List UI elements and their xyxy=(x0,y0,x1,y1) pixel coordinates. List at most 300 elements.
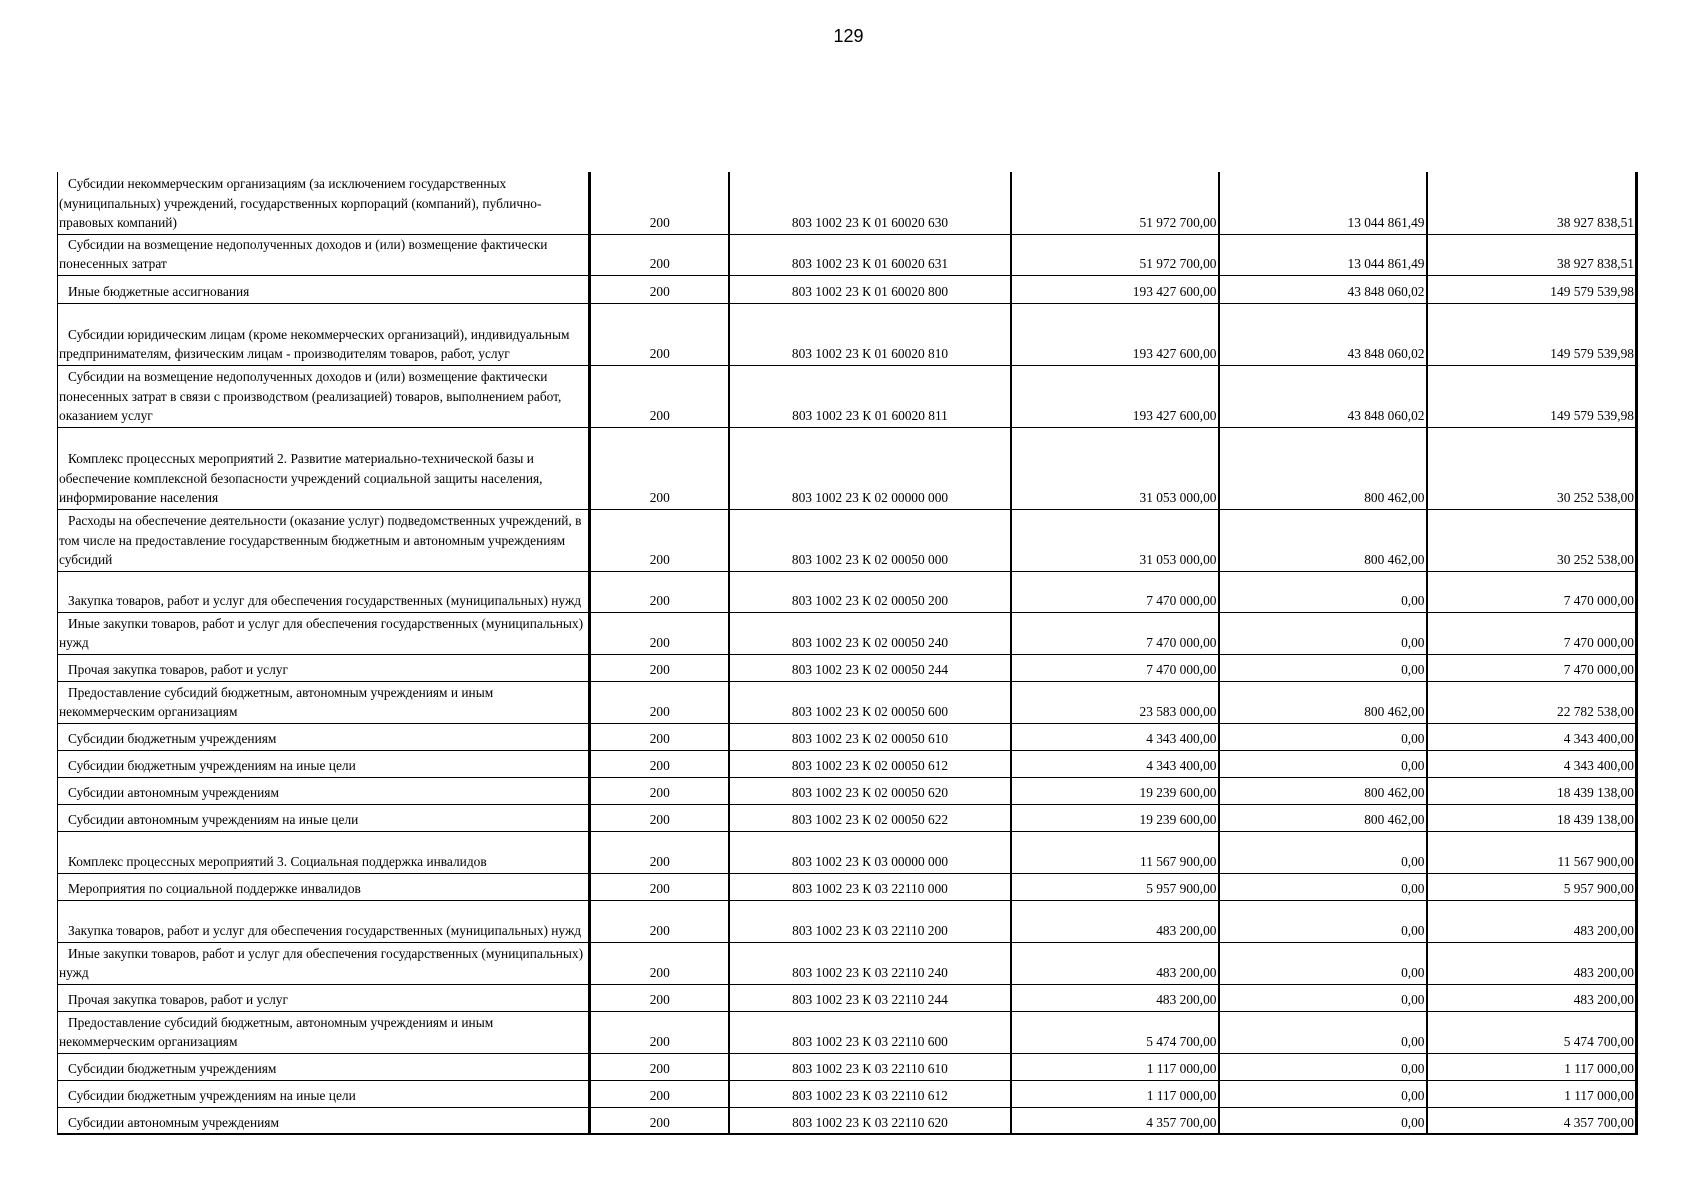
row-unexecuted-cell xyxy=(1427,831,1637,873)
row-executed-cell xyxy=(1219,900,1427,942)
row-unexecuted-text: 149 579 539,98 xyxy=(1550,284,1634,300)
row-executed-cell xyxy=(1219,873,1427,900)
row-executed-cell xyxy=(1219,509,1427,571)
row-executed-cell xyxy=(1219,427,1427,509)
row-budget-code-text: 803 1002 23 К 01 60020 811 xyxy=(792,408,948,424)
table-row xyxy=(58,612,1637,654)
row-budget-code-cell xyxy=(729,612,1011,654)
row-line-code-cell xyxy=(590,723,729,750)
row-budget-code-cell xyxy=(729,804,1011,831)
row-budget-code-text: 803 1002 23 К 02 00050 000 xyxy=(791,552,949,568)
table-row xyxy=(58,365,1637,427)
row-name-cell xyxy=(58,804,590,831)
row-unexecuted-cell xyxy=(1427,509,1637,571)
row-name-text: Предоставление субсидий бюджетным, автономным учреждениям и иным некоммерческим организациям xyxy=(59,684,494,720)
row-executed-cell xyxy=(1219,172,1427,234)
row-line-code-text: 200 xyxy=(649,635,670,651)
row-unexecuted-cell xyxy=(1427,900,1637,942)
row-approved-text: 31 053 000,00 xyxy=(1139,552,1217,568)
row-budget-code-text: 803 1002 23 К 02 00050 600 xyxy=(791,704,949,720)
row-budget-code-text: 803 1002 23 К 02 00050 612 xyxy=(791,758,949,774)
row-executed-text: 0,00 xyxy=(1401,758,1425,774)
row-name-cell xyxy=(58,1053,590,1080)
table-row xyxy=(58,681,1637,723)
row-line-code-text: 200 xyxy=(649,490,670,506)
table-row xyxy=(58,571,1637,612)
row-name-text: Субсидии бюджетным учреждениям на иные цели xyxy=(68,1088,356,1104)
table-row xyxy=(58,831,1637,873)
row-budget-code-text: 803 1002 23 К 02 00050 200 xyxy=(791,593,949,609)
row-name-cell xyxy=(58,750,590,777)
row-executed-text: 0,00 xyxy=(1401,881,1425,897)
row-unexecuted-text: 18 439 138,00 xyxy=(1557,785,1634,801)
row-executed-cell xyxy=(1219,984,1427,1011)
row-name-cell xyxy=(58,942,590,984)
row-approved-text: 1 117 000,00 xyxy=(1146,1061,1217,1077)
row-budget-code-cell xyxy=(729,1053,1011,1080)
row-line-code-cell xyxy=(590,1080,729,1107)
row-executed-cell xyxy=(1219,942,1427,984)
row-line-code-cell xyxy=(590,1107,729,1134)
row-name-text: Субсидии некоммерческим организациям (за исключением государственных (муниципальных) учреждений, государственных корпораций (компаний), публично-правовых компаний) xyxy=(59,176,542,231)
row-approved-text: 31 053 000,00 xyxy=(1139,490,1217,506)
row-executed-text: 0,00 xyxy=(1401,662,1425,678)
row-budget-code-cell xyxy=(729,1107,1011,1134)
row-budget-code-text: 803 1002 23 К 02 00050 240 xyxy=(791,635,949,651)
row-budget-code-text: 803 1002 23 К 02 00050 620 xyxy=(791,785,949,801)
table-row xyxy=(58,777,1637,804)
row-line-code-cell xyxy=(590,427,729,509)
row-line-code-cell xyxy=(590,1053,729,1080)
row-line-code-text: 200 xyxy=(649,881,670,897)
row-executed-text: 0,00 xyxy=(1401,1034,1425,1050)
row-budget-code-text: 803 1002 23 К 03 00000 000 xyxy=(791,854,949,870)
row-approved-cell xyxy=(1011,303,1219,365)
table-row xyxy=(58,1011,1637,1053)
row-name-text: Иные закупки товаров, работ и услуг для обеспечения государственных (муниципальных) нужд xyxy=(59,615,584,651)
row-executed-cell xyxy=(1219,831,1427,873)
row-executed-text: 0,00 xyxy=(1401,992,1425,1008)
row-line-code-text: 200 xyxy=(649,256,670,272)
row-name-cell xyxy=(58,1011,590,1053)
row-approved-text: 483 200,00 xyxy=(1156,992,1217,1008)
row-unexecuted-text: 7 470 000,00 xyxy=(1563,635,1634,651)
row-unexecuted-text: 483 200,00 xyxy=(1573,923,1634,939)
row-unexecuted-cell xyxy=(1427,1107,1637,1134)
row-approved-cell xyxy=(1011,723,1219,750)
row-unexecuted-cell xyxy=(1427,804,1637,831)
row-approved-text: 11 567 900,00 xyxy=(1140,854,1217,870)
row-unexecuted-cell xyxy=(1427,275,1637,303)
table-row xyxy=(58,172,1637,234)
row-line-code-text: 200 xyxy=(649,785,670,801)
row-executed-text: 43 848 060,02 xyxy=(1347,346,1425,362)
row-budget-code-text: 803 1002 23 К 02 00050 610 xyxy=(791,731,949,747)
row-approved-cell xyxy=(1011,777,1219,804)
row-name-cell xyxy=(58,509,590,571)
row-name-cell xyxy=(58,571,590,612)
row-line-code-cell xyxy=(590,777,729,804)
row-approved-text: 4 343 400,00 xyxy=(1146,758,1217,774)
row-approved-text: 193 427 600,00 xyxy=(1132,284,1217,300)
row-budget-code-cell xyxy=(729,831,1011,873)
row-unexecuted-text: 5 474 700,00 xyxy=(1563,1034,1634,1050)
row-approved-cell xyxy=(1011,873,1219,900)
table-row xyxy=(58,900,1637,942)
row-budget-code-text: 803 1002 23 К 03 22110 610 xyxy=(792,1061,948,1077)
row-approved-text: 1 117 000,00 xyxy=(1146,1088,1217,1104)
row-approved-cell xyxy=(1011,571,1219,612)
row-budget-code-text: 803 1002 23 К 01 60020 631 xyxy=(791,256,949,272)
row-name-text: Закупка товаров, работ и услуг для обеспечения государственных (муниципальных) нужд xyxy=(68,593,582,609)
row-line-code-text: 200 xyxy=(649,758,670,774)
row-line-code-cell xyxy=(590,654,729,681)
row-approved-text: 483 200,00 xyxy=(1156,965,1217,981)
row-name-cell xyxy=(58,681,590,723)
row-unexecuted-text: 1 117 000,00 xyxy=(1564,1061,1634,1077)
row-line-code-cell xyxy=(590,942,729,984)
row-line-code-text: 200 xyxy=(649,923,670,939)
table-row xyxy=(58,1107,1637,1134)
row-approved-cell xyxy=(1011,1011,1219,1053)
table-row xyxy=(58,1053,1637,1080)
row-approved-cell xyxy=(1011,172,1219,234)
row-budget-code-cell xyxy=(729,1011,1011,1053)
row-executed-cell xyxy=(1219,804,1427,831)
row-unexecuted-cell xyxy=(1427,942,1637,984)
table-row xyxy=(58,1080,1637,1107)
row-executed-cell xyxy=(1219,365,1427,427)
table-row xyxy=(58,873,1637,900)
row-executed-text: 0,00 xyxy=(1401,593,1425,609)
row-executed-text: 0,00 xyxy=(1401,854,1425,870)
table-row xyxy=(58,234,1637,275)
row-approved-cell xyxy=(1011,984,1219,1011)
row-budget-code-cell xyxy=(729,509,1011,571)
row-budget-code-cell xyxy=(729,873,1011,900)
row-name-text: Субсидии автономным учреждениям xyxy=(68,785,279,801)
row-line-code-cell xyxy=(590,509,729,571)
row-unexecuted-text: 11 567 900,00 xyxy=(1557,854,1634,870)
row-approved-text: 19 239 600,00 xyxy=(1139,785,1217,801)
row-unexecuted-text: 18 439 138,00 xyxy=(1557,812,1634,828)
row-approved-cell xyxy=(1011,681,1219,723)
row-budget-code-cell xyxy=(729,365,1011,427)
row-approved-text: 51 972 700,00 xyxy=(1139,256,1217,272)
row-unexecuted-text: 149 579 539,98 xyxy=(1550,408,1634,424)
table-row xyxy=(58,427,1637,509)
row-budget-code-cell xyxy=(729,654,1011,681)
table-row xyxy=(58,275,1637,303)
row-approved-text: 193 427 600,00 xyxy=(1132,346,1217,362)
row-name-text: Комплекс процессных мероприятий 3. Социальная поддержка инвалидов xyxy=(68,854,487,870)
table-row xyxy=(58,750,1637,777)
row-budget-code-cell xyxy=(729,172,1011,234)
table-row xyxy=(58,804,1637,831)
row-executed-cell xyxy=(1219,1053,1427,1080)
row-unexecuted-text: 38 927 838,51 xyxy=(1557,215,1634,231)
row-name-text: Субсидии юридическим лицам (кроме некоммерческих организаций), индивидуальным предпринимателям, физическим лицам - производителям товаров, работ, услуг xyxy=(59,326,570,362)
row-unexecuted-cell xyxy=(1427,873,1637,900)
row-name-cell xyxy=(58,654,590,681)
row-name-cell xyxy=(58,900,590,942)
row-approved-text: 19 239 600,00 xyxy=(1139,812,1217,828)
row-approved-text: 7 470 000,00 xyxy=(1146,635,1217,651)
row-unexecuted-cell xyxy=(1427,681,1637,723)
row-unexecuted-cell xyxy=(1427,1080,1637,1107)
row-name-cell xyxy=(58,365,590,427)
row-name-cell xyxy=(58,873,590,900)
row-executed-text: 0,00 xyxy=(1401,965,1425,981)
row-line-code-text: 200 xyxy=(649,593,670,609)
row-budget-code-text: 803 1002 23 К 02 00000 000 xyxy=(791,490,949,506)
row-line-code-cell xyxy=(590,172,729,234)
table-row xyxy=(58,303,1637,365)
row-line-code-text: 200 xyxy=(649,854,670,870)
row-executed-text: 800 462,00 xyxy=(1364,490,1425,506)
row-name-text: Расходы на обеспечение деятельности (оказание услуг) подведомственных учреждений, в том числе на предоставление государственным бюджетным и автономным учреждениям субсидий xyxy=(59,513,582,568)
row-unexecuted-text: 1 117 000,00 xyxy=(1564,1088,1634,1104)
row-budget-code-text: 803 1002 23 К 03 22110 244 xyxy=(792,992,948,1008)
row-executed-text: 0,00 xyxy=(1401,731,1425,747)
row-unexecuted-cell xyxy=(1427,427,1637,509)
row-line-code-text: 200 xyxy=(649,408,670,424)
table-row xyxy=(58,509,1637,571)
row-executed-cell xyxy=(1219,654,1427,681)
row-line-code-cell xyxy=(590,612,729,654)
row-unexecuted-cell xyxy=(1427,365,1637,427)
row-name-text: Прочая закупка товаров, работ и услуг xyxy=(68,662,288,678)
row-approved-cell xyxy=(1011,1053,1219,1080)
row-unexecuted-cell xyxy=(1427,1053,1637,1080)
row-approved-cell xyxy=(1011,750,1219,777)
row-executed-text: 800 462,00 xyxy=(1364,704,1425,720)
row-unexecuted-cell xyxy=(1427,984,1637,1011)
row-line-code-text: 200 xyxy=(649,1034,670,1050)
row-unexecuted-text: 22 782 538,00 xyxy=(1557,704,1634,720)
row-name-cell xyxy=(58,427,590,509)
row-name-text: Иные закупки товаров, работ и услуг для обеспечения государственных (муниципальных) нужд xyxy=(59,945,584,981)
row-name-text: Предоставление субсидий бюджетным, автономным учреждениям и иным некоммерческим организациям xyxy=(59,1014,494,1050)
row-name-text: Субсидии автономным учреждениям на иные цели xyxy=(68,812,359,828)
row-approved-text: 7 470 000,00 xyxy=(1146,662,1217,678)
row-approved-text: 51 972 700,00 xyxy=(1139,215,1217,231)
row-approved-cell xyxy=(1011,612,1219,654)
row-executed-text: 0,00 xyxy=(1401,923,1425,939)
row-line-code-cell xyxy=(590,804,729,831)
row-approved-cell xyxy=(1011,804,1219,831)
row-name-cell xyxy=(58,984,590,1011)
row-budget-code-cell xyxy=(729,942,1011,984)
page-number: 129 xyxy=(833,26,864,46)
row-unexecuted-cell xyxy=(1427,303,1637,365)
row-unexecuted-text: 38 927 838,51 xyxy=(1557,256,1634,272)
row-name-cell xyxy=(58,1107,590,1134)
row-unexecuted-text: 149 579 539,98 xyxy=(1550,346,1634,362)
row-budget-code-text: 803 1002 23 К 03 22110 612 xyxy=(792,1088,948,1104)
row-approved-text: 193 427 600,00 xyxy=(1132,408,1217,424)
row-line-code-text: 200 xyxy=(649,552,670,568)
table-row xyxy=(58,654,1637,681)
table-row xyxy=(58,723,1637,750)
row-approved-text: 4 357 700,00 xyxy=(1146,1114,1217,1130)
row-approved-cell xyxy=(1011,900,1219,942)
row-approved-text: 7 470 000,00 xyxy=(1146,593,1217,609)
row-approved-cell xyxy=(1011,654,1219,681)
row-name-text: Прочая закупка товаров, работ и услуг xyxy=(68,992,288,1008)
row-approved-text: 5 957 900,00 xyxy=(1146,881,1217,897)
row-budget-code-text: 803 1002 23 К 01 60020 810 xyxy=(791,346,949,362)
row-line-code-cell xyxy=(590,900,729,942)
row-line-code-text: 200 xyxy=(649,346,670,362)
row-executed-text: 43 848 060,02 xyxy=(1347,408,1425,424)
row-name-cell xyxy=(58,234,590,275)
row-budget-code-cell xyxy=(729,303,1011,365)
row-approved-cell xyxy=(1011,275,1219,303)
row-name-text: Субсидии на возмещение недополученных доходов и (или) возмещение фактически понесенных затрат xyxy=(59,236,548,272)
row-name-cell xyxy=(58,303,590,365)
row-unexecuted-cell xyxy=(1427,750,1637,777)
row-line-code-cell xyxy=(590,873,729,900)
row-line-code-cell xyxy=(590,681,729,723)
row-executed-cell xyxy=(1219,303,1427,365)
row-line-code-cell xyxy=(590,571,729,612)
row-unexecuted-cell xyxy=(1427,612,1637,654)
row-approved-cell xyxy=(1011,427,1219,509)
row-executed-text: 13 044 861,49 xyxy=(1347,215,1425,231)
row-name-text: Мероприятия по социальной поддержке инвалидов xyxy=(68,881,361,897)
row-budget-code-text: 803 1002 23 К 03 22110 200 xyxy=(792,923,948,939)
row-line-code-cell xyxy=(590,303,729,365)
row-approved-cell xyxy=(1011,365,1219,427)
row-line-code-text: 200 xyxy=(649,704,670,720)
row-executed-cell xyxy=(1219,681,1427,723)
row-executed-text: 0,00 xyxy=(1401,635,1425,651)
row-name-cell xyxy=(58,275,590,303)
table-row xyxy=(58,942,1637,984)
row-budget-code-text: 803 1002 23 К 02 00050 244 xyxy=(791,662,949,678)
row-budget-code-cell xyxy=(729,723,1011,750)
row-line-code-cell xyxy=(590,365,729,427)
row-line-code-text: 200 xyxy=(649,1061,670,1077)
row-line-code-text: 200 xyxy=(649,992,670,1008)
table-row xyxy=(58,984,1637,1011)
row-line-code-cell xyxy=(590,831,729,873)
row-approved-cell xyxy=(1011,234,1219,275)
row-executed-cell xyxy=(1219,275,1427,303)
row-unexecuted-text: 30 252 538,00 xyxy=(1557,552,1634,568)
row-budget-code-text: 803 1002 23 К 02 00050 622 xyxy=(791,812,949,828)
row-budget-code-text: 803 1002 23 К 01 60020 800 xyxy=(791,284,949,300)
row-line-code-text: 200 xyxy=(649,1114,670,1130)
row-name-cell xyxy=(58,723,590,750)
row-executed-text: 800 462,00 xyxy=(1364,785,1425,801)
row-executed-text: 0,00 xyxy=(1401,1088,1425,1104)
row-name-text: Субсидии бюджетным учреждениям на иные цели xyxy=(68,758,356,774)
row-budget-code-text: 803 1002 23 К 03 22110 000 xyxy=(792,881,948,897)
row-unexecuted-cell xyxy=(1427,571,1637,612)
row-budget-code-cell xyxy=(729,750,1011,777)
row-executed-cell xyxy=(1219,1011,1427,1053)
row-approved-cell xyxy=(1011,1080,1219,1107)
row-budget-code-text: 803 1002 23 К 01 60020 630 xyxy=(791,215,949,231)
row-approved-cell xyxy=(1011,831,1219,873)
row-approved-cell xyxy=(1011,1107,1219,1134)
row-unexecuted-cell xyxy=(1427,723,1637,750)
row-executed-cell xyxy=(1219,1107,1427,1134)
row-approved-text: 483 200,00 xyxy=(1156,923,1217,939)
row-executed-cell xyxy=(1219,234,1427,275)
row-executed-text: 43 848 060,02 xyxy=(1347,284,1425,300)
row-approved-text: 4 343 400,00 xyxy=(1146,731,1217,747)
row-executed-text: 800 462,00 xyxy=(1364,552,1425,568)
row-name-text: Комплекс процессных мероприятий 2. Развитие материально-технической базы и обеспечение комплексной безопасности учреждений социальной защиты населения, информирование населения xyxy=(59,451,543,506)
row-budget-code-cell xyxy=(729,900,1011,942)
row-line-code-cell xyxy=(590,984,729,1011)
row-unexecuted-cell xyxy=(1427,172,1637,234)
row-name-cell xyxy=(58,1080,590,1107)
row-unexecuted-cell xyxy=(1427,654,1637,681)
row-executed-text: 13 044 861,49 xyxy=(1347,256,1425,272)
row-unexecuted-cell xyxy=(1427,234,1637,275)
row-name-text: Субсидии автономным учреждениям xyxy=(68,1114,279,1130)
row-unexecuted-cell xyxy=(1427,777,1637,804)
row-unexecuted-text: 4 357 700,00 xyxy=(1563,1114,1634,1130)
row-budget-code-cell xyxy=(729,234,1011,275)
row-line-code-text: 200 xyxy=(649,284,670,300)
row-name-cell xyxy=(58,777,590,804)
row-name-text: Субсидии на возмещение недополученных доходов и (или) возмещение фактически понесенных затрат в связи с производством (реализацией) товаров, выполнением работ, оказанием услуг xyxy=(59,369,562,424)
row-unexecuted-text: 7 470 000,00 xyxy=(1563,593,1634,609)
row-unexecuted-text: 483 200,00 xyxy=(1573,965,1634,981)
row-approved-text: 5 474 700,00 xyxy=(1146,1034,1217,1050)
row-line-code-text: 200 xyxy=(649,731,670,747)
row-name-cell xyxy=(58,172,590,234)
row-line-code-cell xyxy=(590,1011,729,1053)
row-executed-text: 0,00 xyxy=(1401,1061,1425,1077)
row-budget-code-text: 803 1002 23 К 03 22110 240 xyxy=(792,965,948,981)
row-budget-code-cell xyxy=(729,984,1011,1011)
row-approved-text: 23 583 000,00 xyxy=(1139,704,1217,720)
row-executed-cell xyxy=(1219,612,1427,654)
row-unexecuted-text: 4 343 400,00 xyxy=(1563,731,1634,747)
row-approved-cell xyxy=(1011,509,1219,571)
row-executed-cell xyxy=(1219,777,1427,804)
row-name-cell xyxy=(58,831,590,873)
row-name-text: Иные бюджетные ассигнования xyxy=(68,284,250,300)
row-line-code-cell xyxy=(590,234,729,275)
row-executed-cell xyxy=(1219,723,1427,750)
row-budget-code-cell xyxy=(729,427,1011,509)
row-line-code-text: 200 xyxy=(649,965,670,981)
row-line-code-cell xyxy=(590,750,729,777)
row-name-text: Субсидии бюджетным учреждениям xyxy=(68,1061,277,1077)
row-budget-code-text: 803 1002 23 К 03 22110 600 xyxy=(792,1034,948,1050)
row-unexecuted-cell xyxy=(1427,1011,1637,1053)
row-executed-cell xyxy=(1219,750,1427,777)
row-budget-code-cell xyxy=(729,275,1011,303)
row-budget-code-cell xyxy=(729,777,1011,804)
row-budget-code-cell xyxy=(729,571,1011,612)
row-executed-text: 0,00 xyxy=(1401,1114,1425,1130)
row-budget-code-cell xyxy=(729,1080,1011,1107)
row-executed-cell xyxy=(1219,571,1427,612)
row-approved-cell xyxy=(1011,942,1219,984)
row-unexecuted-text: 5 957 900,00 xyxy=(1563,881,1634,897)
row-line-code-text: 200 xyxy=(649,1088,670,1104)
row-line-code-cell xyxy=(590,275,729,303)
row-name-text: Субсидии бюджетным учреждениям xyxy=(68,731,277,747)
